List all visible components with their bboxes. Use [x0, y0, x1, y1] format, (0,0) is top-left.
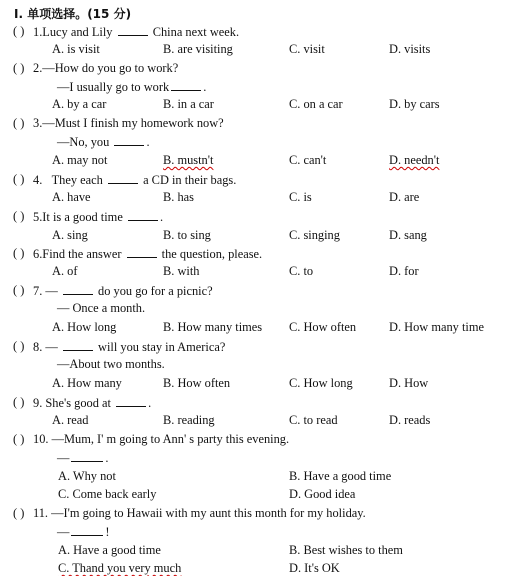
- option-d[interactable]: D. visits: [389, 42, 431, 56]
- option-a[interactable]: A. How long: [52, 320, 117, 334]
- answer-blank[interactable]: [71, 524, 103, 536]
- option-d[interactable]: D. sang: [389, 228, 427, 242]
- question-reply: — .: [57, 451, 109, 465]
- question-stem: 1.Lucy and Lily China next week.: [33, 25, 240, 39]
- option-d[interactable]: D. are: [389, 190, 420, 204]
- answer-blank[interactable]: [108, 172, 138, 184]
- answer-paren[interactable]: ( ): [13, 432, 25, 446]
- option-c[interactable]: C. is: [289, 190, 312, 204]
- answer-paren[interactable]: ( ): [13, 339, 25, 353]
- answer-paren[interactable]: ( ): [13, 172, 25, 186]
- option-c[interactable]: C. on a car: [289, 97, 343, 111]
- option-a[interactable]: A. sing: [52, 228, 88, 242]
- question-stem: 7. — do you go for a picnic?: [33, 284, 213, 298]
- question-stem: 3.—Must I finish my homework now?: [33, 116, 224, 130]
- option-a[interactable]: A. of: [52, 264, 78, 278]
- option-b[interactable]: B. Best wishes to them: [289, 543, 403, 557]
- answer-paren[interactable]: ( ): [13, 283, 25, 297]
- option-b[interactable]: B. with: [163, 264, 200, 278]
- answer-paren[interactable]: ( ): [13, 209, 25, 223]
- option-a[interactable]: A. is visit: [52, 42, 100, 56]
- question-reply: — Once a month.: [57, 301, 146, 315]
- question-reply: —I usually go to work .: [57, 80, 207, 94]
- answer-blank[interactable]: [114, 134, 144, 146]
- option-c[interactable]: C. to: [289, 264, 314, 278]
- option-d[interactable]: D. for: [389, 264, 419, 278]
- question-stem: 8. — will you stay in America?: [33, 340, 226, 354]
- option-d[interactable]: D. reads: [389, 413, 431, 427]
- option-d[interactable]: D. by cars: [389, 97, 440, 111]
- answer-blank[interactable]: [128, 209, 158, 221]
- option-c[interactable]: C. Come back early: [58, 487, 157, 501]
- section-title: Ⅰ. 单项选择。(15 分): [14, 7, 132, 21]
- option-c[interactable]: C. singing: [289, 228, 340, 242]
- answer-paren[interactable]: ( ): [13, 246, 25, 260]
- answer-paren[interactable]: ( ): [13, 24, 25, 38]
- option-a[interactable]: A. Why not: [58, 469, 116, 483]
- answer-blank[interactable]: [71, 450, 103, 462]
- option-b[interactable]: B. reading: [163, 413, 215, 427]
- question-stem: 5.It is a good time .: [33, 210, 164, 224]
- answer-paren[interactable]: ( ): [13, 116, 25, 130]
- question-stem: 4. They each a CD in their bags.: [33, 173, 237, 187]
- option-c[interactable]: C. How long: [289, 376, 353, 390]
- option-b[interactable]: B. How many times: [163, 320, 263, 334]
- answer-blank[interactable]: [171, 79, 201, 91]
- option-a[interactable]: A. have: [52, 190, 91, 204]
- question-reply: —No, you .: [57, 135, 150, 149]
- option-d[interactable]: D. Good idea: [289, 487, 356, 501]
- option-b[interactable]: B. How often: [163, 376, 231, 390]
- option-b[interactable]: B. mustn't: [163, 153, 214, 167]
- option-c[interactable]: C. How often: [289, 320, 357, 334]
- answer-blank[interactable]: [118, 24, 148, 36]
- option-a[interactable]: A. How many: [52, 376, 122, 390]
- option-d[interactable]: D. How: [389, 376, 429, 390]
- option-d[interactable]: D. It's OK: [289, 561, 340, 575]
- question-stem: 9. She's good at .: [33, 396, 152, 410]
- option-c[interactable]: C. visit: [289, 42, 325, 56]
- question-reply: —About two months.: [57, 357, 165, 371]
- answer-blank[interactable]: [127, 246, 157, 258]
- option-c[interactable]: C. can't: [289, 153, 327, 167]
- option-a[interactable]: A. read: [52, 413, 89, 427]
- question-stem: 2.—How do you go to work?: [33, 61, 179, 75]
- answer-paren[interactable]: ( ): [13, 506, 25, 520]
- question-stem: 10. —Mum, I' m going to Ann' s party this evening.: [33, 432, 290, 446]
- option-d[interactable]: D. How many time: [389, 320, 484, 334]
- option-a[interactable]: A. Have a good time: [58, 543, 161, 557]
- answer-paren[interactable]: ( ): [13, 61, 25, 75]
- answer-blank[interactable]: [116, 395, 146, 407]
- option-c[interactable]: C. Thand you very much: [58, 561, 182, 575]
- option-a[interactable]: A. by a car: [52, 97, 107, 111]
- question-stem: 6.Find the answer the question, please.: [33, 247, 263, 261]
- answer-blank[interactable]: [63, 339, 93, 351]
- option-b[interactable]: B. in a car: [163, 97, 214, 111]
- answer-paren[interactable]: ( ): [13, 395, 25, 409]
- question-reply: — !: [57, 525, 110, 539]
- option-d[interactable]: D. needn't: [389, 153, 440, 167]
- option-c[interactable]: C. to read: [289, 413, 338, 427]
- option-a[interactable]: A. may not: [52, 153, 108, 167]
- question-stem: 11. —I'm going to Hawaii with my aunt this month for my holiday.: [33, 506, 366, 520]
- answer-blank[interactable]: [63, 283, 93, 295]
- option-b[interactable]: B. are visiting: [163, 42, 233, 56]
- option-b[interactable]: B. Have a good time: [289, 469, 392, 483]
- option-b[interactable]: B. to sing: [163, 228, 211, 242]
- option-b[interactable]: B. has: [163, 190, 194, 204]
